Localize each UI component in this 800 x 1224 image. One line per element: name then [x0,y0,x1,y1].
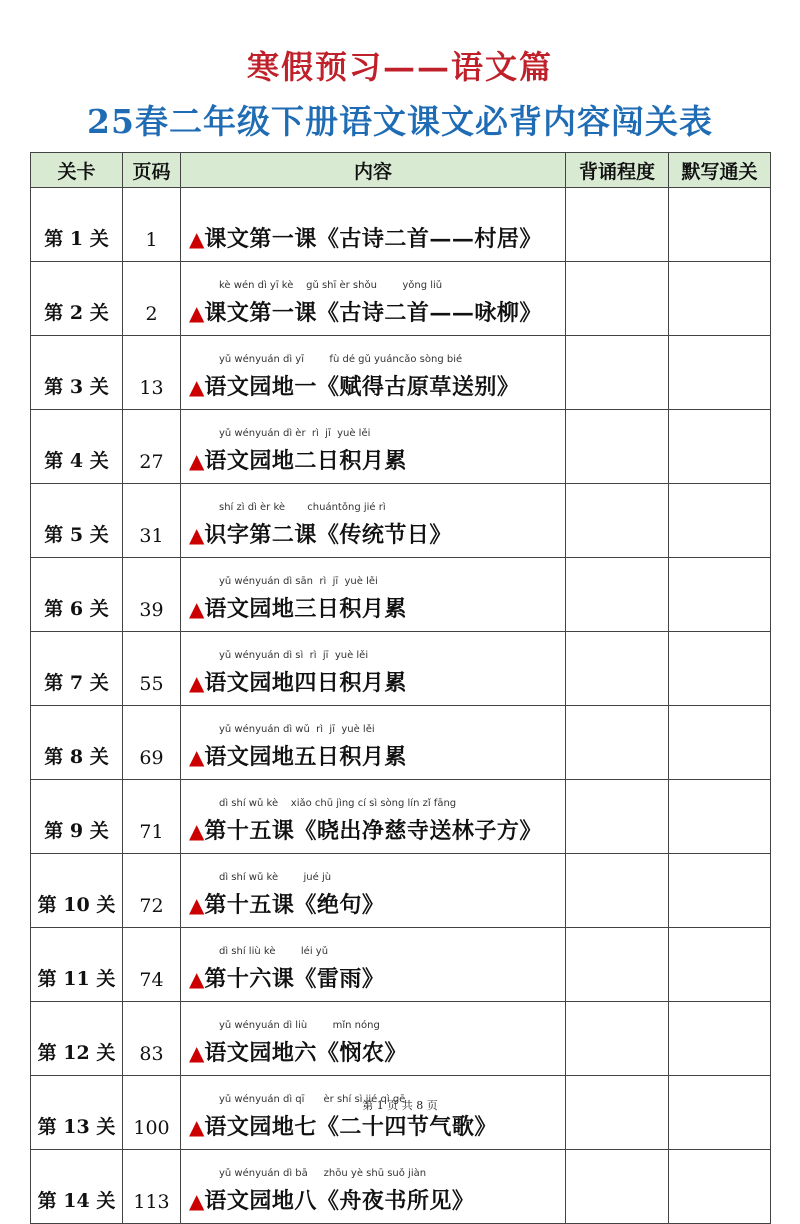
triangle-icon: ▲ [189,745,205,769]
triangle-icon: ▲ [189,1041,205,1065]
triangle-icon: ▲ [189,523,205,547]
triangle-icon: ▲ [189,375,205,399]
page-cell: 13 [123,336,181,410]
pinyin-annotation: dì shí wǔ kè jué jù [219,872,332,883]
dictation-pass-cell[interactable] [669,706,771,780]
level-cell: 第 12 关 [31,1002,123,1076]
table-row [31,1002,771,1076]
recite-progress-cell[interactable] [566,336,669,410]
recite-progress-cell[interactable] [566,188,669,262]
pinyin-annotation: shí zì dì èr kè chuántǒng jié rì [219,502,386,513]
table-row [31,188,771,262]
triangle-icon: ▲ [189,449,205,473]
triangle-icon: ▲ [189,597,205,621]
triangle-icon: ▲ [189,893,205,917]
level-cell: 第 6 关 [31,558,123,632]
dictation-pass-cell[interactable] [669,188,771,262]
page-cell: 1 [123,188,181,262]
pinyin-annotation: yǔ wényuán dì qī èr shí sì jié qì gē [219,1094,406,1105]
dictation-pass-cell[interactable] [669,410,771,484]
page-cell: 55 [123,632,181,706]
triangle-icon: ▲ [189,819,205,843]
content-text: 第十五课《晓出净慈寺送林子方》 [204,818,542,844]
table-row [31,928,771,1002]
recite-progress-cell[interactable] [566,1002,669,1076]
pinyin-annotation: yǔ wényuán dì yī fù dé gǔ yuáncǎo sòng bié [219,354,463,365]
pinyin-annotation: yǔ wényuán dì wǔ rì jī yuè lěi [219,724,375,735]
table-row [31,632,771,706]
triangle-icon: ▲ [189,301,205,325]
page-cell: 83 [123,1002,181,1076]
level-cell: 第 13 关 [31,1076,123,1150]
level-cell: 第 10 关 [31,854,123,928]
pinyin-annotation: yǔ wényuán dì bā zhōu yè shū suǒ jiàn [219,1168,427,1179]
content-text: 课文第一课《古诗二首——咏柳》 [204,300,542,326]
content-cell [181,780,566,854]
dictation-pass-cell[interactable] [669,484,771,558]
page-cell: 72 [123,854,181,928]
header-level: 关卡 [31,153,123,188]
header-content: 内容 [181,153,566,188]
content-text: 语文园地二日积月累 [204,448,407,474]
recite-progress-cell[interactable] [566,780,669,854]
dictation-pass-cell[interactable] [669,1150,771,1224]
dictation-pass-cell[interactable] [669,1002,771,1076]
table-row [31,706,771,780]
dictation-pass-cell[interactable] [669,928,771,1002]
content-cell [181,1150,566,1224]
page-cell: 2 [123,262,181,336]
content-text: 语文园地五日积月累 [204,744,407,770]
content-text: 第十六课《雷雨》 [204,966,385,992]
pinyin-annotation: kè wén dì yī kè gǔ shī èr shǒu yǒng liǔ [219,280,443,291]
title-line-1: 寒假预习——语文篇 [246,48,553,86]
table-row [31,410,771,484]
table-row [31,262,771,336]
content-cell [181,632,566,706]
content-cell [181,928,566,1002]
dictation-pass-cell[interactable] [669,558,771,632]
triangle-icon: ▲ [189,1189,205,1213]
dictation-pass-cell[interactable] [669,262,771,336]
content-text: 语文园地四日积月累 [204,670,407,696]
level-cell: 第 8 关 [31,706,123,780]
level-cell: 第 14 关 [31,1150,123,1224]
level-cell: 第 1 关 [31,188,123,262]
table-row [31,854,771,928]
content-text: 语文园地一《赋得古原草送别》 [204,374,520,400]
recite-progress-cell[interactable] [566,484,669,558]
content-text: 语文园地八《舟夜书所见》 [204,1188,475,1214]
dictation-pass-cell[interactable] [669,780,771,854]
recite-progress-cell[interactable] [566,854,669,928]
level-cell: 第 2 关 [31,262,123,336]
page-cell: 39 [123,558,181,632]
recite-progress-cell[interactable] [566,410,669,484]
content-cell [181,188,566,262]
triangle-icon: ▲ [189,967,205,991]
recite-progress-cell[interactable] [566,632,669,706]
triangle-icon: ▲ [189,1115,205,1139]
page-cell: 27 [123,410,181,484]
level-cell: 第 4 关 [31,410,123,484]
dictation-pass-cell[interactable] [669,336,771,410]
pinyin-annotation: dì shí wǔ kè xiǎo chū jìng cí sì sòng lín zǐ fāng [219,798,457,809]
triangle-icon: ▲ [189,671,205,695]
recite-progress-cell[interactable] [566,558,669,632]
level-cell: 第 11 关 [31,928,123,1002]
content-text: 识字第二课《传统节日》 [204,522,452,548]
level-cell: 第 9 关 [31,780,123,854]
title-line-2: 25春二年级下册语文课文必背内容闯关表 [87,102,713,141]
recite-progress-cell[interactable] [566,262,669,336]
recite-progress-cell[interactable] [566,1150,669,1224]
header-page: 页码 [123,153,181,188]
content-text: 语文园地三日积月累 [204,596,407,622]
content-cell [181,410,566,484]
page-cell: 113 [123,1150,181,1224]
dictation-pass-cell[interactable] [669,854,771,928]
levels-table [30,152,771,1224]
pinyin-annotation: yǔ wényuán dì liù mǐn nóng [219,1020,380,1031]
dictation-pass-cell[interactable] [669,632,771,706]
recite-progress-cell[interactable] [566,706,669,780]
level-cell: 第 5 关 [31,484,123,558]
header-recite-progress: 背诵程度 [566,153,669,188]
content-cell [181,336,566,410]
table-row [31,484,771,558]
content-cell [181,854,566,928]
pinyin-annotation: yǔ wényuán dì sān rì jī yuè lěi [219,576,378,587]
content-text: 语文园地七《二十四节气歌》 [204,1114,497,1140]
pinyin-annotation: yǔ wényuán dì èr rì jī yuè lěi [219,428,371,439]
pinyin-annotation [189,206,565,220]
content-cell [181,484,566,558]
content-cell [181,1002,566,1076]
content-cell [181,262,566,336]
triangle-icon: ▲ [189,227,205,251]
table-header-row [31,153,771,188]
level-cell: 第 3 关 [31,336,123,410]
page-footer: 第 1 页 共 8 页 [362,1099,438,1112]
table-row [31,780,771,854]
page-cell: 74 [123,928,181,1002]
level-cell: 第 7 关 [31,632,123,706]
content-text: 第十五课《绝句》 [204,892,385,918]
recite-progress-cell[interactable] [566,928,669,1002]
pinyin-annotation: yǔ wényuán dì sì rì jī yuè lěi [219,650,369,661]
table-row [31,558,771,632]
content-cell [181,706,566,780]
page-cell: 100 [123,1076,181,1150]
page-cell: 71 [123,780,181,854]
pinyin-annotation: dì shí liù kè léi yǔ [219,946,329,957]
table-row [31,1150,771,1224]
header-dictation-pass: 默写通关 [669,153,771,188]
content-text: 语文园地六《悯农》 [204,1040,407,1066]
table-row [31,336,771,410]
content-text: 课文第一课《古诗二首——村居》 [204,226,542,252]
page-cell: 69 [123,706,181,780]
content-cell [181,558,566,632]
page-cell: 31 [123,484,181,558]
